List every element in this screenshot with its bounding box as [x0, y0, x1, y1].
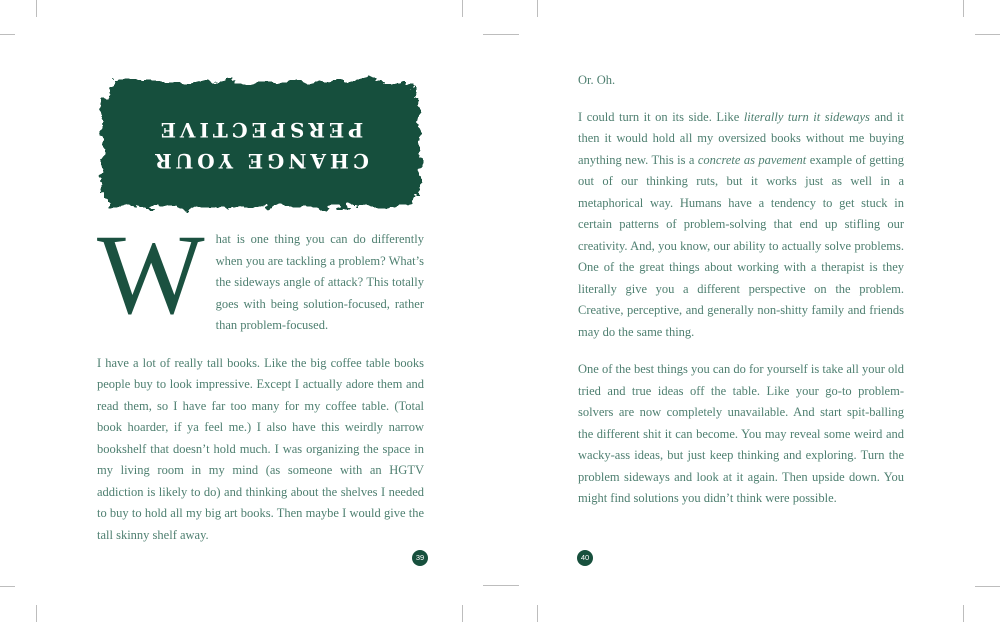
crop-mark	[975, 34, 1000, 35]
crop-mark	[462, 0, 463, 17]
body-paragraph: One of the best things you can do for yourself is take all your old tried and true ideas off the table. Like your go-to problem-solvers are now completely unavailable. And start spit-balling the different shit it can become. You may reveal some weird and wacky-ass ideas, but just keep thinking and exploring. Turn the problem sideways and look at it again. Then upside down. You might find solutions you didn’t think were possible.	[578, 362, 904, 505]
crop-mark	[36, 605, 37, 622]
chapter-title-line1: CHANGE YOUR	[151, 149, 369, 173]
crop-mark	[36, 0, 37, 17]
crop-mark	[537, 0, 538, 17]
crop-mark	[537, 605, 538, 622]
crop-mark	[0, 586, 15, 587]
crop-mark	[975, 586, 1000, 587]
chapter-banner	[95, 75, 425, 215]
crop-mark	[963, 0, 964, 17]
page-number-badge: 40	[577, 550, 593, 566]
left-page	[97, 75, 424, 562]
crop-mark	[462, 605, 463, 622]
body-paragraph: I have a lot of really tall books. Like the big coffee table books people buy to look impressive. Except I actually adore them and read them, so I have far too many for my coffee table. (Total book hoarder, if ya feel me.) I also have this weirdly narrow bookshelf that doesn’t hold much. I was organizing the space in my living room in my mind (as someone with an HGTV addiction is likely to do) and thinking about the shelves I needed to buy to hold all my big art books. Then maybe I would give the tall skinny shelf away.	[97, 355, 424, 542]
chapter-title	[95, 75, 425, 215]
crop-mark	[963, 605, 964, 622]
page-number-badge: 39	[412, 550, 428, 566]
body-paragraph: I could turn it on its side. Like literally turn it sideways and it then it would hold all my oversized books without me buying anything new. This is a concrete as pavement example of getting out of our thinking ruts, but it works just as well in a metaphorical way. Humans have a tendency to get stuck in certain patterns of problem-solving that end up stifling our creativity. And, you know, our ability to actually solve problems. One of the great things about working with a therapist is they literally give you a different perspective on the problem. Creative, perceptive, and generally non-shitty family and friends may do the same thing.	[578, 109, 905, 339]
crop-mark	[0, 34, 15, 35]
paragraph-text: hat is one thing you can do differently when you are tackling a problem? What’s the sideways angle of attack? This totally goes with being solution-focused, rather than problem-focused.	[215, 232, 424, 332]
chapter-title-line2: PERSPECTIVE	[156, 118, 364, 142]
body-paragraph-dropcap	[97, 211, 424, 338]
crop-mark	[483, 585, 519, 586]
body-paragraph: Or. Oh.	[578, 73, 616, 87]
drop-cap: W	[97, 211, 205, 338]
crop-mark	[483, 34, 519, 35]
right-page	[578, 70, 904, 526]
